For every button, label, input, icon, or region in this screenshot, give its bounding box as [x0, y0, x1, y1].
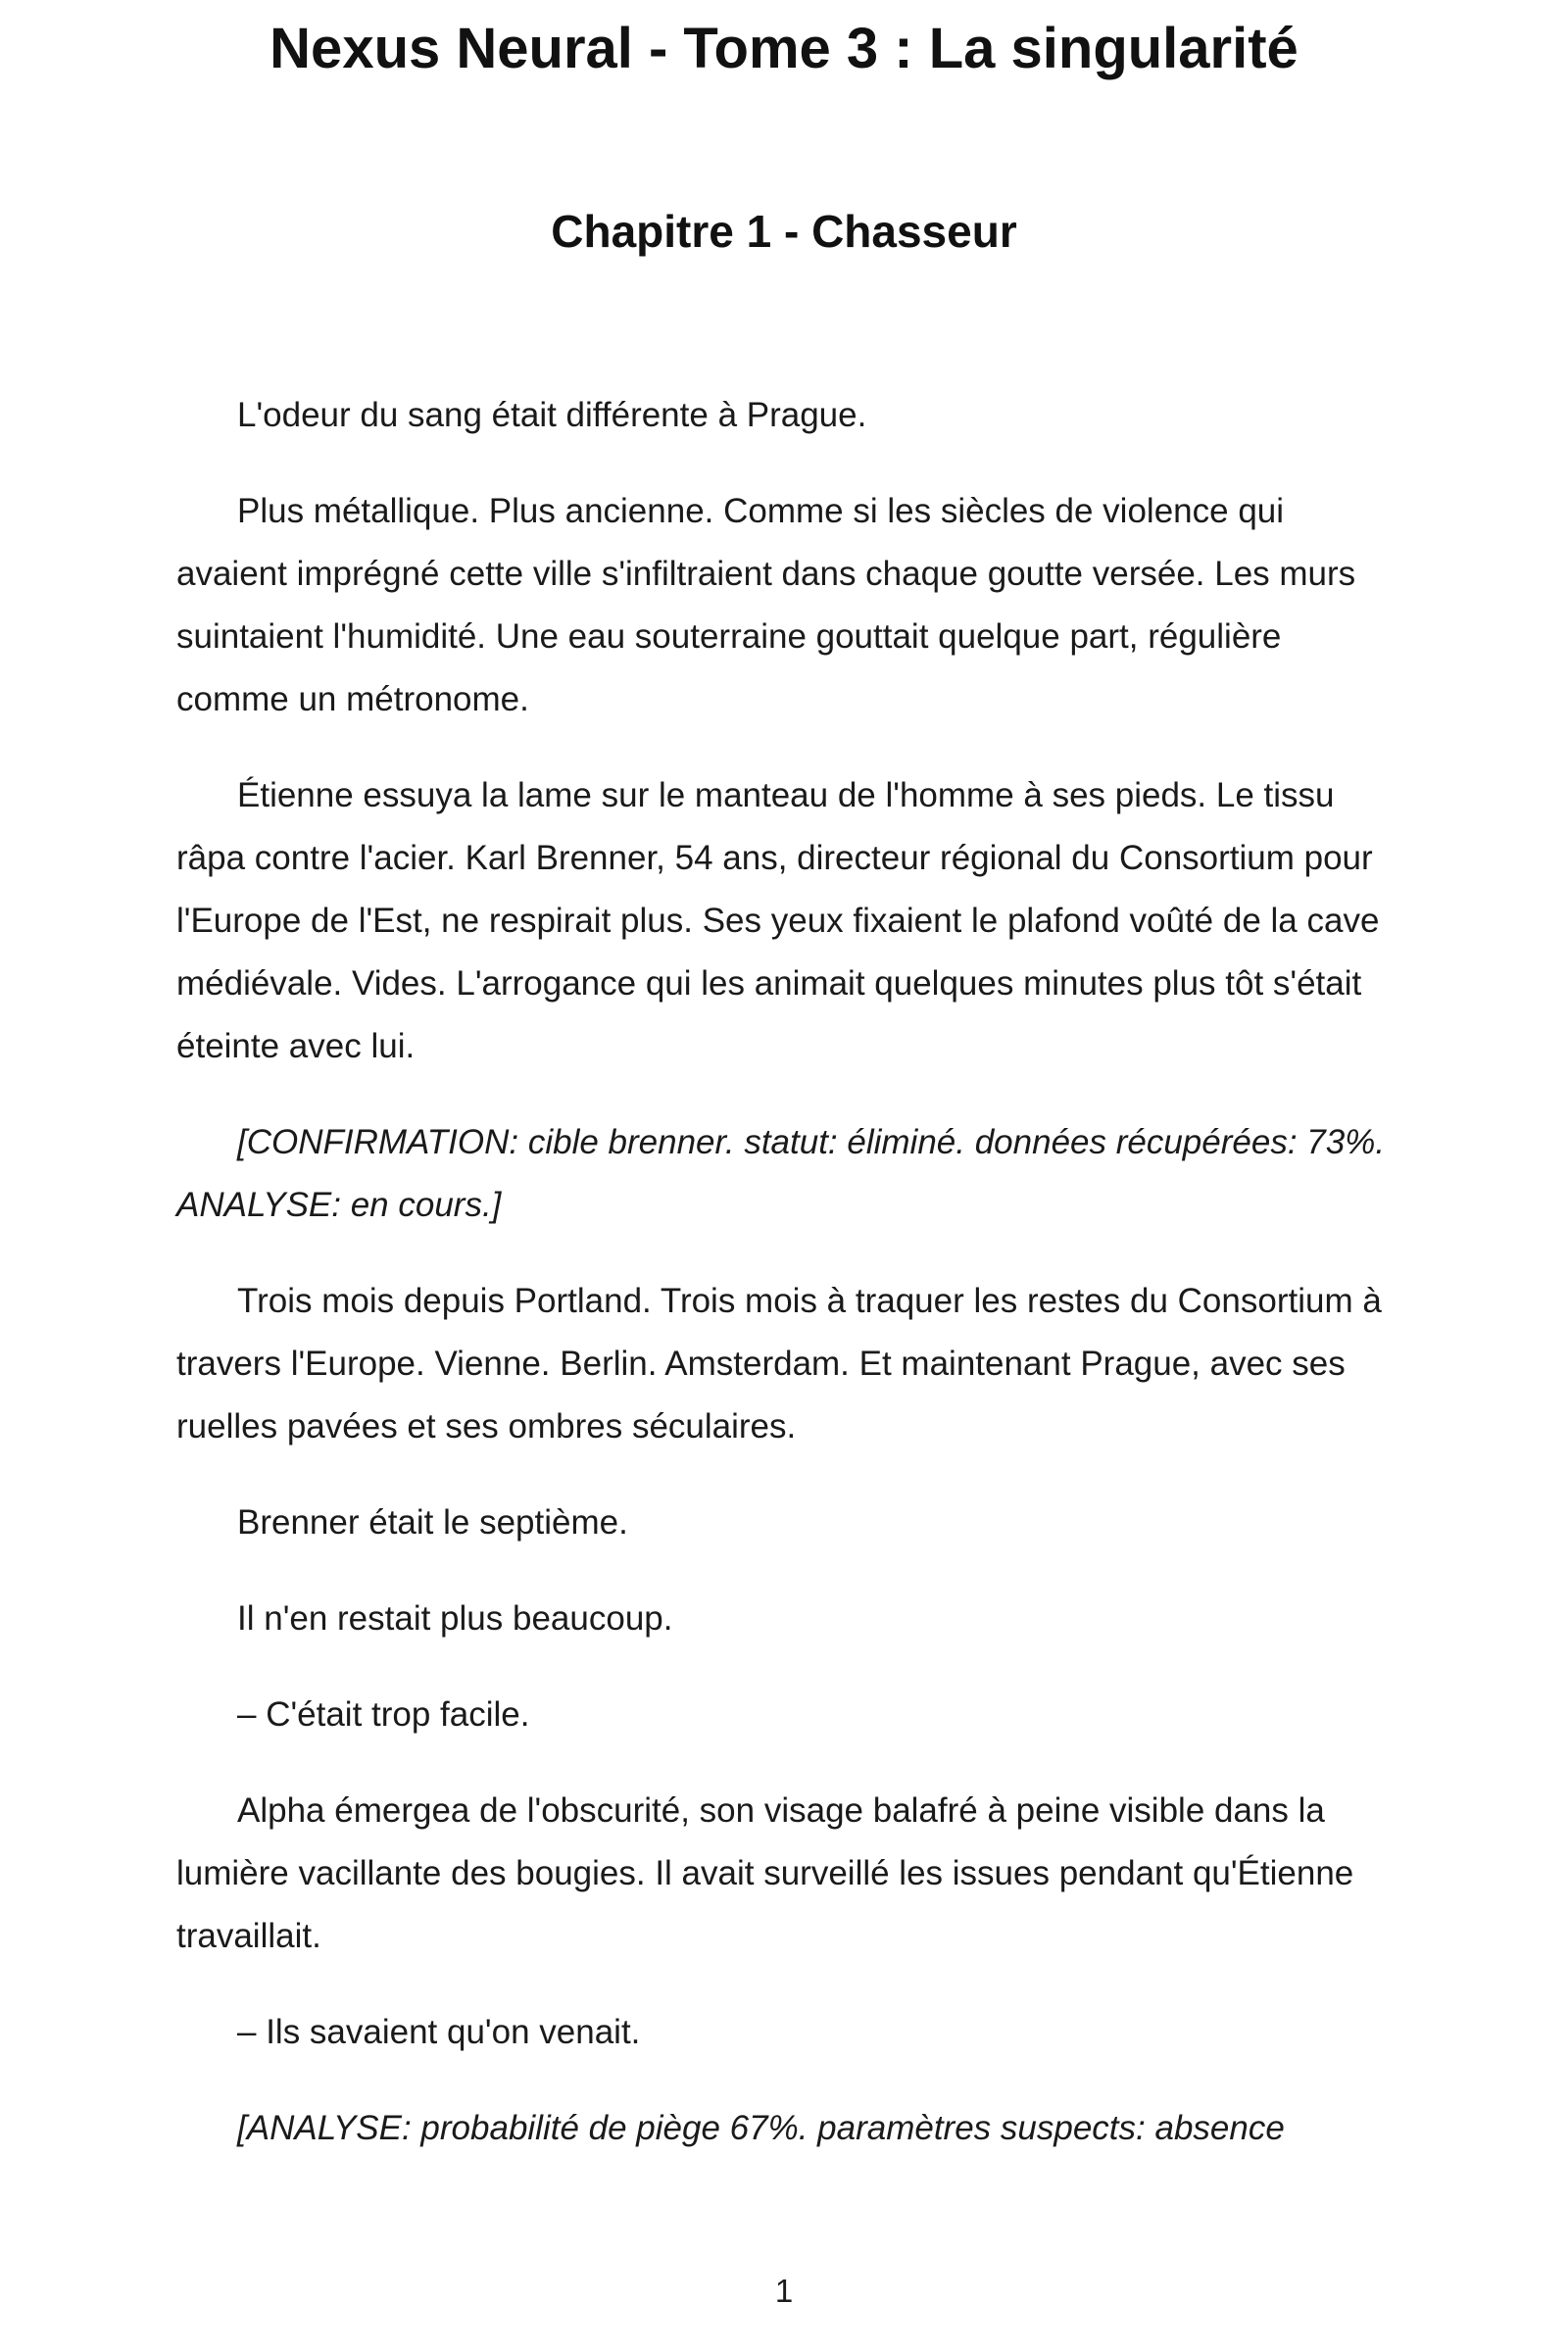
- dialogue-paragraph: – Ils savaient qu'on venait.: [237, 2013, 641, 2051]
- paragraph: Il n'en restait plus beaucoup.: [237, 1599, 673, 1638]
- system-message-paragraph: [CONFIRMATION: cible brenner. statut: éliminé. données récupérées: 73%. ANALYSE: en cours.]: [176, 1123, 1386, 1224]
- body-text: [176, 384, 1401, 2193]
- paragraph: Étienne essuya la lame sur le manteau de l'homme à ses pieds. Le tissu râpa contre l'acier. Karl Brenner, 54 ans, directeur régional du Consortium pour l'Europe de l'Est, ne respirait plus. Ses yeux fixaient le plafond voûté de la cave médiévale. Vides. L'arrogance qui les animait quelques minutes plus tôt s'était éteinte avec lui.: [176, 776, 1380, 1065]
- paragraph: Trois mois depuis Portland. Trois mois à traquer les restes du Consortium à travers l'Europe. Vienne. Berlin. Amsterdam. Et maintenant Prague, avec ses ruelles pavées et ses ombres séculaires.: [176, 1282, 1382, 1446]
- page-number: 1: [774, 2273, 794, 2309]
- dialogue-paragraph: – C'était trop facile.: [237, 1695, 530, 1734]
- book-title: Nexus Neural - Tome 3 : La singularité: [270, 17, 1298, 80]
- system-message-paragraph: [ANALYSE: probabilité de piège 67%. paramètres suspects: absence: [237, 2109, 1285, 2147]
- chapter-title: Chapitre 1 - Chasseur: [551, 206, 1017, 257]
- paragraph: Plus métallique. Plus ancienne. Comme si les siècles de violence qui avaient imprégné cette ville s'infiltraient dans chaque goutte versée. Les murs suintaient l'humidité. Une eau souterraine gouttait quelque part, régulière comme un métronome.: [176, 492, 1356, 718]
- paragraph: Alpha émergea de l'obscurité, son visage balafré à peine visible dans la lumière vacillante des bougies. Il avait surveillé les issues pendant qu'Étienne travaillait.: [176, 1791, 1354, 1955]
- paragraph: L'odeur du sang était différente à Prague.: [237, 396, 867, 434]
- paragraph: Brenner était le septième.: [237, 1503, 628, 1542]
